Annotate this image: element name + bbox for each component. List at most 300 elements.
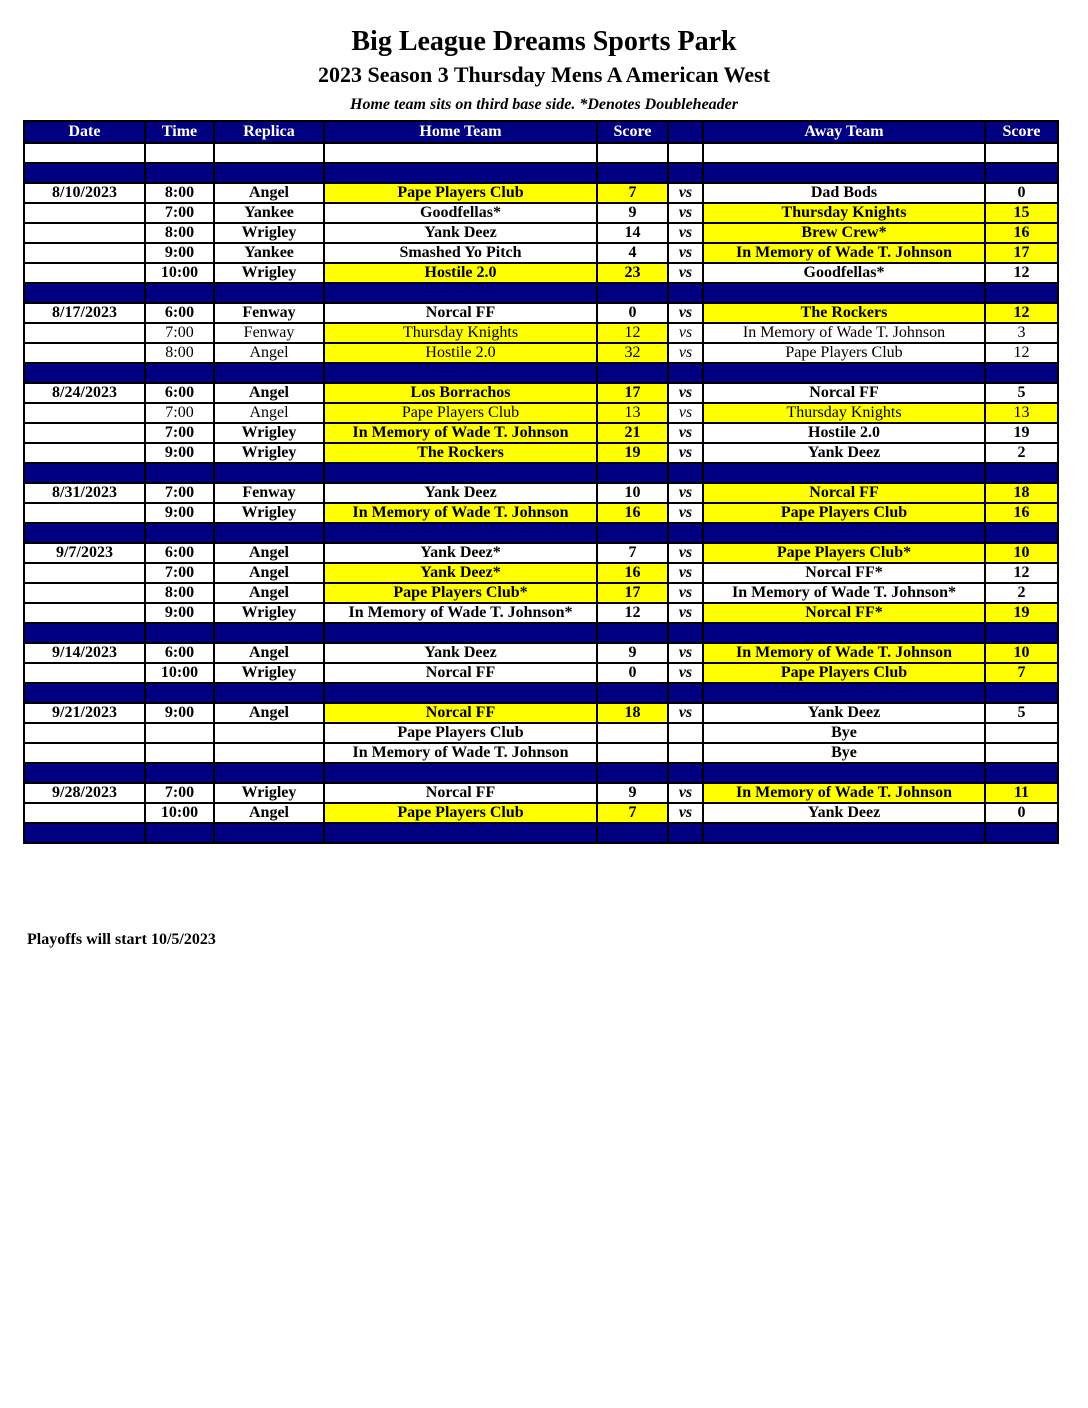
home-team-cell: Yank Deez* — [324, 543, 597, 563]
vs-cell — [668, 743, 703, 763]
home-team-cell: Pape Players Club — [324, 723, 597, 743]
date-cell — [24, 263, 145, 283]
time-cell: 9:00 — [145, 603, 214, 623]
away-score-cell: 13 — [985, 403, 1058, 423]
away-team-cell: In Memory of Wade T. Johnson — [703, 783, 985, 803]
empty-cell — [24, 283, 145, 303]
date-cell: 8/10/2023 — [24, 183, 145, 203]
empty-cell — [214, 823, 324, 843]
vs-cell: vs — [668, 643, 703, 663]
empty-cell — [145, 463, 214, 483]
empty-cell — [703, 683, 985, 703]
away-team-cell: Norcal FF — [703, 483, 985, 503]
replica-cell: Angel — [214, 183, 324, 203]
home-team-cell: Norcal FF — [324, 663, 597, 683]
home-team-cell: Hostile 2.0 — [324, 343, 597, 363]
away-score-cell: 12 — [985, 343, 1058, 363]
empty-cell — [597, 823, 668, 843]
away-team-cell: Thursday Knights — [703, 203, 985, 223]
replica-cell: Angel — [214, 403, 324, 423]
home-team-cell: Yank Deez* — [324, 563, 597, 583]
replica-cell: Angel — [214, 803, 324, 823]
empty-cell — [324, 823, 597, 843]
vs-cell: vs — [668, 703, 703, 723]
game-row — [24, 703, 1058, 723]
vs-cell: vs — [668, 543, 703, 563]
game-row — [24, 483, 1058, 503]
game-row — [24, 543, 1058, 563]
away-team-cell: In Memory of Wade T. Johnson — [703, 243, 985, 263]
away-team-cell: Norcal FF* — [703, 563, 985, 583]
empty-cell — [703, 523, 985, 543]
away-team-cell: Yank Deez — [703, 443, 985, 463]
replica-cell: Angel — [214, 383, 324, 403]
home-team-cell: In Memory of Wade T. Johnson — [324, 503, 597, 523]
game-row — [24, 323, 1058, 343]
vs-cell: vs — [668, 243, 703, 263]
time-cell: 10:00 — [145, 663, 214, 683]
away-team-cell: Norcal FF* — [703, 603, 985, 623]
home-score-cell: 7 — [597, 803, 668, 823]
home-score-cell — [597, 743, 668, 763]
playoffs-note: Playoffs will start 10/5/2023 — [27, 931, 216, 948]
away-team-cell: Bye — [703, 743, 985, 763]
home-score-cell: 23 — [597, 263, 668, 283]
empty-cell — [145, 823, 214, 843]
empty-cell — [668, 163, 703, 183]
empty-cell — [597, 283, 668, 303]
game-row — [24, 583, 1058, 603]
replica-cell: Angel — [214, 583, 324, 603]
date-cell — [24, 723, 145, 743]
replica-cell: Wrigley — [214, 423, 324, 443]
home-team-cell: Pape Players Club — [324, 183, 597, 203]
empty-cell — [703, 283, 985, 303]
home-score-cell: 0 — [597, 663, 668, 683]
empty-cell — [145, 143, 214, 163]
home-score-cell: 14 — [597, 223, 668, 243]
empty-cell — [985, 623, 1058, 643]
time-cell: 6:00 — [145, 303, 214, 323]
away-score-cell — [985, 743, 1058, 763]
game-row — [24, 303, 1058, 323]
replica-cell: Wrigley — [214, 603, 324, 623]
empty-cell — [985, 163, 1058, 183]
page-subtitle: 2023 Season 3 Thursday Mens A American West — [317, 62, 771, 87]
col-replica: Replica — [214, 121, 324, 143]
empty-cell — [145, 523, 214, 543]
game-row — [24, 803, 1058, 823]
vs-cell: vs — [668, 583, 703, 603]
away-score-cell: 15 — [985, 203, 1058, 223]
game-row — [24, 423, 1058, 443]
empty-cell — [985, 363, 1058, 383]
away-score-cell: 19 — [985, 423, 1058, 443]
home-score-cell: 18 — [597, 703, 668, 723]
home-score-cell: 13 — [597, 403, 668, 423]
empty-cell — [985, 683, 1058, 703]
empty-cell — [214, 763, 324, 783]
home-score-cell: 32 — [597, 343, 668, 363]
away-score-cell: 5 — [985, 383, 1058, 403]
replica-cell: Fenway — [214, 303, 324, 323]
away-team-cell: Norcal FF — [703, 383, 985, 403]
empty-cell — [985, 283, 1058, 303]
replica-cell: Angel — [214, 643, 324, 663]
away-score-cell: 0 — [985, 183, 1058, 203]
empty-cell — [214, 363, 324, 383]
empty-cell — [214, 623, 324, 643]
time-cell: 6:00 — [145, 383, 214, 403]
time-cell: 9:00 — [145, 703, 214, 723]
vs-cell: vs — [668, 403, 703, 423]
empty-cell — [985, 523, 1058, 543]
date-cell — [24, 203, 145, 223]
col-vs — [668, 121, 703, 143]
game-row — [24, 203, 1058, 223]
replica-cell: Fenway — [214, 483, 324, 503]
home-score-cell: 9 — [597, 643, 668, 663]
vs-cell: vs — [668, 303, 703, 323]
separator-row — [24, 163, 1058, 183]
empty-cell — [703, 363, 985, 383]
home-team-cell: Norcal FF — [324, 783, 597, 803]
empty-cell — [145, 363, 214, 383]
time-cell: 7:00 — [145, 323, 214, 343]
empty-cell — [324, 623, 597, 643]
empty-cell — [24, 523, 145, 543]
empty-cell — [597, 523, 668, 543]
empty-cell — [668, 363, 703, 383]
date-cell — [24, 423, 145, 443]
empty-cell — [597, 163, 668, 183]
game-row — [24, 243, 1058, 263]
empty-cell — [703, 823, 985, 843]
date-cell — [24, 603, 145, 623]
empty-cell — [145, 283, 214, 303]
empty-cell — [597, 463, 668, 483]
vs-cell: vs — [668, 263, 703, 283]
separator-row — [24, 283, 1058, 303]
away-team-cell: Thursday Knights — [703, 403, 985, 423]
away-team-cell: Yank Deez — [703, 803, 985, 823]
date-cell — [24, 803, 145, 823]
home-score-cell: 17 — [597, 583, 668, 603]
away-score-cell: 2 — [985, 583, 1058, 603]
home-score-cell: 0 — [597, 303, 668, 323]
home-score-cell: 9 — [597, 783, 668, 803]
separator-row — [24, 463, 1058, 483]
empty-cell — [214, 143, 324, 163]
home-team-cell: Thursday Knights — [324, 323, 597, 343]
empty-cell — [985, 823, 1058, 843]
empty-cell — [214, 163, 324, 183]
game-row — [24, 743, 1058, 763]
date-cell: 9/21/2023 — [24, 703, 145, 723]
time-cell: 9:00 — [145, 503, 214, 523]
away-team-cell: Pape Players Club — [703, 663, 985, 683]
vs-cell: vs — [668, 783, 703, 803]
empty-cell — [214, 523, 324, 543]
away-score-cell: 10 — [985, 543, 1058, 563]
away-score-cell: 12 — [985, 563, 1058, 583]
time-cell: 6:00 — [145, 543, 214, 563]
empty-cell — [24, 143, 145, 163]
game-row — [24, 383, 1058, 403]
home-team-cell: Yank Deez — [324, 483, 597, 503]
replica-cell: Wrigley — [214, 223, 324, 243]
home-team-cell: The Rockers — [324, 443, 597, 463]
time-cell: 7:00 — [145, 783, 214, 803]
replica-cell: Wrigley — [214, 663, 324, 683]
game-row — [24, 223, 1058, 243]
home-team-cell: Smashed Yo Pitch — [324, 243, 597, 263]
home-score-cell: 4 — [597, 243, 668, 263]
vs-cell: vs — [668, 603, 703, 623]
home-team-cell: Pape Players Club — [324, 803, 597, 823]
empty-cell — [597, 363, 668, 383]
vs-cell: vs — [668, 203, 703, 223]
date-cell — [24, 343, 145, 363]
home-team-cell: Pape Players Club* — [324, 583, 597, 603]
vs-cell: vs — [668, 423, 703, 443]
vs-cell: vs — [668, 803, 703, 823]
time-cell: 9:00 — [145, 443, 214, 463]
away-score-cell: 2 — [985, 443, 1058, 463]
date-cell — [24, 563, 145, 583]
game-row — [24, 263, 1058, 283]
time-cell: 7:00 — [145, 563, 214, 583]
col-time: Time — [145, 121, 214, 143]
game-row — [24, 783, 1058, 803]
away-team-cell: Brew Crew* — [703, 223, 985, 243]
date-cell: 8/17/2023 — [24, 303, 145, 323]
empty-cell — [324, 363, 597, 383]
game-row — [24, 343, 1058, 363]
empty-cell — [985, 763, 1058, 783]
vs-cell: vs — [668, 223, 703, 243]
date-cell — [24, 223, 145, 243]
replica-cell: Angel — [214, 543, 324, 563]
away-team-cell: Dad Bods — [703, 183, 985, 203]
empty-cell — [668, 623, 703, 643]
empty-cell — [324, 283, 597, 303]
empty-cell — [668, 463, 703, 483]
empty-cell — [24, 363, 145, 383]
away-team-cell: Pape Players Club — [703, 503, 985, 523]
home-team-cell: Yank Deez — [324, 643, 597, 663]
schedule-body — [24, 143, 1058, 843]
empty-cell — [985, 463, 1058, 483]
replica-cell: Fenway — [214, 323, 324, 343]
empty-cell — [703, 163, 985, 183]
vs-cell: vs — [668, 483, 703, 503]
date-cell — [24, 323, 145, 343]
away-score-cell: 7 — [985, 663, 1058, 683]
away-score-cell: 10 — [985, 643, 1058, 663]
empty-cell — [214, 463, 324, 483]
vs-cell: vs — [668, 183, 703, 203]
away-team-cell: Pape Players Club* — [703, 543, 985, 563]
empty-cell — [668, 763, 703, 783]
home-team-cell: Norcal FF — [324, 303, 597, 323]
schedule-table — [23, 120, 1059, 844]
empty-cell — [985, 143, 1058, 163]
empty-cell — [24, 823, 145, 843]
game-row — [24, 443, 1058, 463]
time-cell: 8:00 — [145, 223, 214, 243]
game-row — [24, 403, 1058, 423]
home-score-cell: 7 — [597, 543, 668, 563]
separator-row — [24, 623, 1058, 643]
empty-cell — [324, 163, 597, 183]
away-score-cell: 18 — [985, 483, 1058, 503]
replica-cell: Angel — [214, 343, 324, 363]
home-score-cell: 16 — [597, 563, 668, 583]
game-row — [24, 563, 1058, 583]
home-team-cell: In Memory of Wade T. Johnson — [324, 423, 597, 443]
away-score-cell: 12 — [985, 303, 1058, 323]
home-team-cell: In Memory of Wade T. Johnson — [324, 743, 597, 763]
game-row — [24, 503, 1058, 523]
away-score-cell: 19 — [985, 603, 1058, 623]
time-cell: 8:00 — [145, 583, 214, 603]
date-cell — [24, 743, 145, 763]
empty-cell — [668, 683, 703, 703]
away-team-cell: Bye — [703, 723, 985, 743]
page-title: Big League Dreams Sports Park — [351, 26, 737, 57]
date-cell — [24, 663, 145, 683]
empty-cell — [668, 283, 703, 303]
away-score-cell: 16 — [985, 503, 1058, 523]
away-score-cell: 3 — [985, 323, 1058, 343]
replica-cell: Angel — [214, 563, 324, 583]
time-cell: 7:00 — [145, 423, 214, 443]
replica-cell: Wrigley — [214, 783, 324, 803]
time-cell — [145, 723, 214, 743]
away-team-cell: In Memory of Wade T. Johnson — [703, 643, 985, 663]
vs-cell: vs — [668, 503, 703, 523]
home-score-cell: 12 — [597, 603, 668, 623]
home-team-cell: Pape Players Club — [324, 403, 597, 423]
away-score-cell: 16 — [985, 223, 1058, 243]
home-team-cell: Yank Deez — [324, 223, 597, 243]
vs-cell: vs — [668, 383, 703, 403]
date-cell: 9/28/2023 — [24, 783, 145, 803]
away-team-cell: Yank Deez — [703, 703, 985, 723]
away-score-cell — [985, 723, 1058, 743]
time-cell: 10:00 — [145, 803, 214, 823]
vs-cell: vs — [668, 443, 703, 463]
away-team-cell: Goodfellas* — [703, 263, 985, 283]
game-row — [24, 723, 1058, 743]
empty-cell — [214, 283, 324, 303]
home-team-cell: Goodfellas* — [324, 203, 597, 223]
col-home-team: Home Team — [324, 121, 597, 143]
vs-cell: vs — [668, 323, 703, 343]
away-score-cell: 12 — [985, 263, 1058, 283]
separator-row — [24, 523, 1058, 543]
replica-cell: Wrigley — [214, 503, 324, 523]
home-score-cell: 17 — [597, 383, 668, 403]
separator-row — [24, 363, 1058, 383]
away-team-cell: In Memory of Wade T. Johnson* — [703, 583, 985, 603]
empty-cell — [703, 623, 985, 643]
home-team-cell: Hostile 2.0 — [324, 263, 597, 283]
vs-cell — [668, 723, 703, 743]
time-cell: 9:00 — [145, 243, 214, 263]
home-score-cell: 9 — [597, 203, 668, 223]
replica-cell: Yankee — [214, 203, 324, 223]
home-score-cell: 16 — [597, 503, 668, 523]
replica-cell — [214, 723, 324, 743]
empty-cell — [324, 523, 597, 543]
replica-cell: Wrigley — [214, 263, 324, 283]
time-cell: 7:00 — [145, 483, 214, 503]
home-score-cell — [597, 723, 668, 743]
empty-cell — [24, 163, 145, 183]
home-team-cell: In Memory of Wade T. Johnson* — [324, 603, 597, 623]
home-score-cell: 10 — [597, 483, 668, 503]
away-team-cell: The Rockers — [703, 303, 985, 323]
empty-cell — [145, 623, 214, 643]
date-cell — [24, 403, 145, 423]
replica-cell: Wrigley — [214, 443, 324, 463]
col-home-score: Score — [597, 121, 668, 143]
empty-cell — [24, 763, 145, 783]
vs-cell: vs — [668, 663, 703, 683]
home-score-cell: 7 — [597, 183, 668, 203]
replica-cell: Yankee — [214, 243, 324, 263]
col-away-score: Score — [985, 121, 1058, 143]
date-cell: 8/24/2023 — [24, 383, 145, 403]
empty-cell — [668, 523, 703, 543]
away-score-cell: 5 — [985, 703, 1058, 723]
away-score-cell: 11 — [985, 783, 1058, 803]
col-date: Date — [24, 121, 145, 143]
away-score-cell: 0 — [985, 803, 1058, 823]
away-score-cell: 17 — [985, 243, 1058, 263]
date-cell: 9/7/2023 — [24, 543, 145, 563]
date-cell: 8/31/2023 — [24, 483, 145, 503]
empty-cell — [597, 623, 668, 643]
header-row — [24, 121, 1058, 143]
date-cell — [24, 583, 145, 603]
date-cell — [24, 443, 145, 463]
empty-cell — [597, 763, 668, 783]
time-cell — [145, 743, 214, 763]
time-cell: 7:00 — [145, 203, 214, 223]
date-cell — [24, 243, 145, 263]
date-cell: 9/14/2023 — [24, 643, 145, 663]
empty-cell — [324, 763, 597, 783]
empty-cell — [24, 623, 145, 643]
empty-cell — [214, 683, 324, 703]
empty-cell — [24, 463, 145, 483]
replica-cell: Angel — [214, 703, 324, 723]
separator-row — [24, 823, 1058, 843]
home-score-cell: 12 — [597, 323, 668, 343]
home-team-cell: Norcal FF — [324, 703, 597, 723]
empty-cell — [668, 823, 703, 843]
vs-cell: vs — [668, 343, 703, 363]
game-row — [24, 603, 1058, 623]
time-cell: 7:00 — [145, 403, 214, 423]
home-team-cell: Los Borrachos — [324, 383, 597, 403]
empty-cell — [324, 683, 597, 703]
empty-cell — [324, 463, 597, 483]
empty-cell — [597, 143, 668, 163]
